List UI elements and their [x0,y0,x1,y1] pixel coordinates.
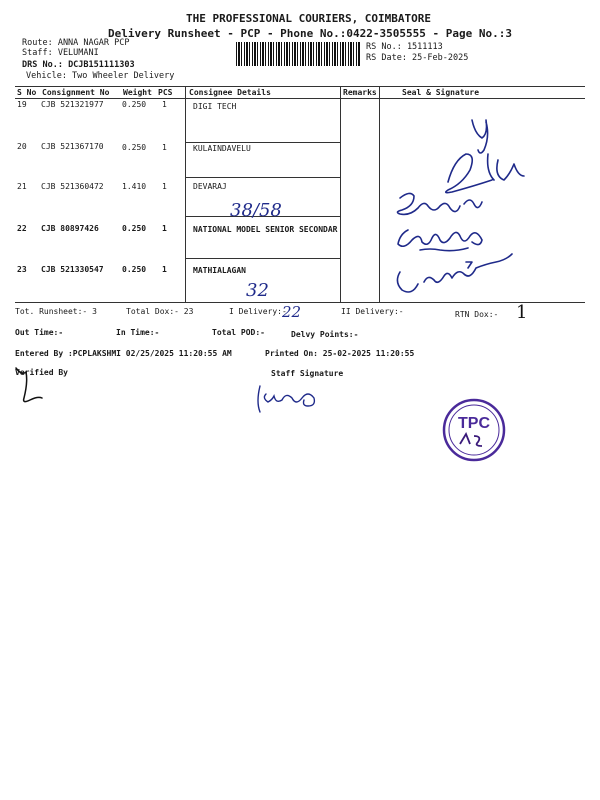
row-weight: 0.250 [122,265,147,274]
column-divider [340,86,341,302]
row-divider [185,258,340,259]
signature-row22 [398,230,482,251]
row-consignee: DEVARAJ [193,182,227,191]
tpc-stamp [440,396,510,466]
total-pod: Total POD:- [212,328,265,337]
header-seal-signature: Seal & Signature [402,88,480,97]
row-consignment: CJB 80897426 [41,224,99,233]
row-pcs: 1 [162,224,167,233]
header-sno: S No [17,88,37,97]
row-consignment: CJB 521360472 [41,182,104,191]
handwritten-i-delivery-count: 22 [282,303,302,321]
delvy-points: Delvy Points:- [291,330,359,339]
staff-signature-label: Staff Signature [271,369,344,378]
drs-label: DRS No.: [22,60,69,70]
row-sno: 23 [17,265,27,274]
ii-delivery-label: II Delivery:- [341,307,404,316]
row-consignment: CJB 521367170 [41,142,104,151]
row-sno: 22 [17,224,27,233]
row-sno: 19 [17,100,27,109]
row-weight: 0.250 [122,224,147,233]
header-consignment-no: Consignment No [42,88,110,97]
total-runsheet: Tot. Runsheet:- 3 [15,307,97,316]
rs-number: RS No.: 1511113 [366,42,443,52]
row-pcs: 1 [162,100,167,109]
tpc-stamp-text: TPC [458,415,490,432]
runsheet-title: Delivery Runsheet - PCP - Phone No.:0422-3505555 - Page No.:3 [108,27,512,40]
row-weight: 1.410 [122,182,147,191]
row-weight: 0.250 [122,100,147,109]
row-pcs: 1 [162,265,167,274]
vehicle-text: Vehicle: Two Wheeler Delivery [26,71,175,81]
staff-text: Staff: VELUMANI [22,48,99,58]
signatures-ink [380,100,590,310]
verified-by-mark [10,360,70,410]
header-pcs: PCS [158,88,173,97]
i-delivery-label: I Delivery:- [229,307,287,316]
company-name: THE PROFESSIONAL COURIERS, COIMBATORE [186,12,432,25]
signature-row20 [446,154,524,193]
row-pcs: 1 [162,182,167,191]
row-consignment: CJB 521321977 [41,100,104,109]
row-consignment: CJB 521330547 [41,265,104,274]
barcode [236,42,360,66]
route-text: Route: ANNA NAGAR PCP [22,38,130,48]
drs-number [22,60,135,70]
out-time: Out Time:- [15,328,64,337]
signature-row23 [397,254,512,292]
header-consignee-details: Consignee Details [189,88,271,97]
handwritten-rtn-dox: 1 [516,302,528,323]
row-sno: 21 [17,182,27,191]
row-consignee: NATIONAL MODEL SENIOR SECONDAR [193,225,338,234]
row-pcs: 1 [162,143,167,152]
row-sno: 20 [17,142,27,151]
header-remarks: Remarks [343,88,377,97]
row-consignee: MATHIALAGAN [193,266,246,275]
header-weight: Weight [123,88,152,97]
signature-row21 [397,193,482,214]
handwritten-row21-note: 38/58 [230,200,282,221]
drs-value: DCJB151111303 [68,60,135,70]
rs-date: RS Date: 25-Feb-2025 [366,53,469,63]
printed-on: Printed On: 25-02-2025 11:20:55 [265,349,415,358]
table-top-border [15,86,585,87]
row-divider [185,142,340,143]
rtn-dox-label: RTN Dox:- [455,310,499,319]
signature-row19 [472,120,488,153]
handwritten-row23-note: 32 [246,280,269,301]
column-divider [185,86,186,302]
row-consignee: DIGI TECH [193,102,237,111]
entered-by: Entered By :PCPLAKSHMI 02/25/2025 11:20:55 AM [15,349,232,358]
row-consignee: KULAINDAVELU [193,144,251,153]
total-dox: Total Dox:- 23 [126,307,194,316]
in-time: In Time:- [116,328,160,337]
row-weight: 0.250 [122,143,147,152]
table-header-border [15,98,585,99]
row-divider [185,177,340,178]
staff-signature-ink [252,380,332,416]
verified-by: Verified By [15,368,68,377]
